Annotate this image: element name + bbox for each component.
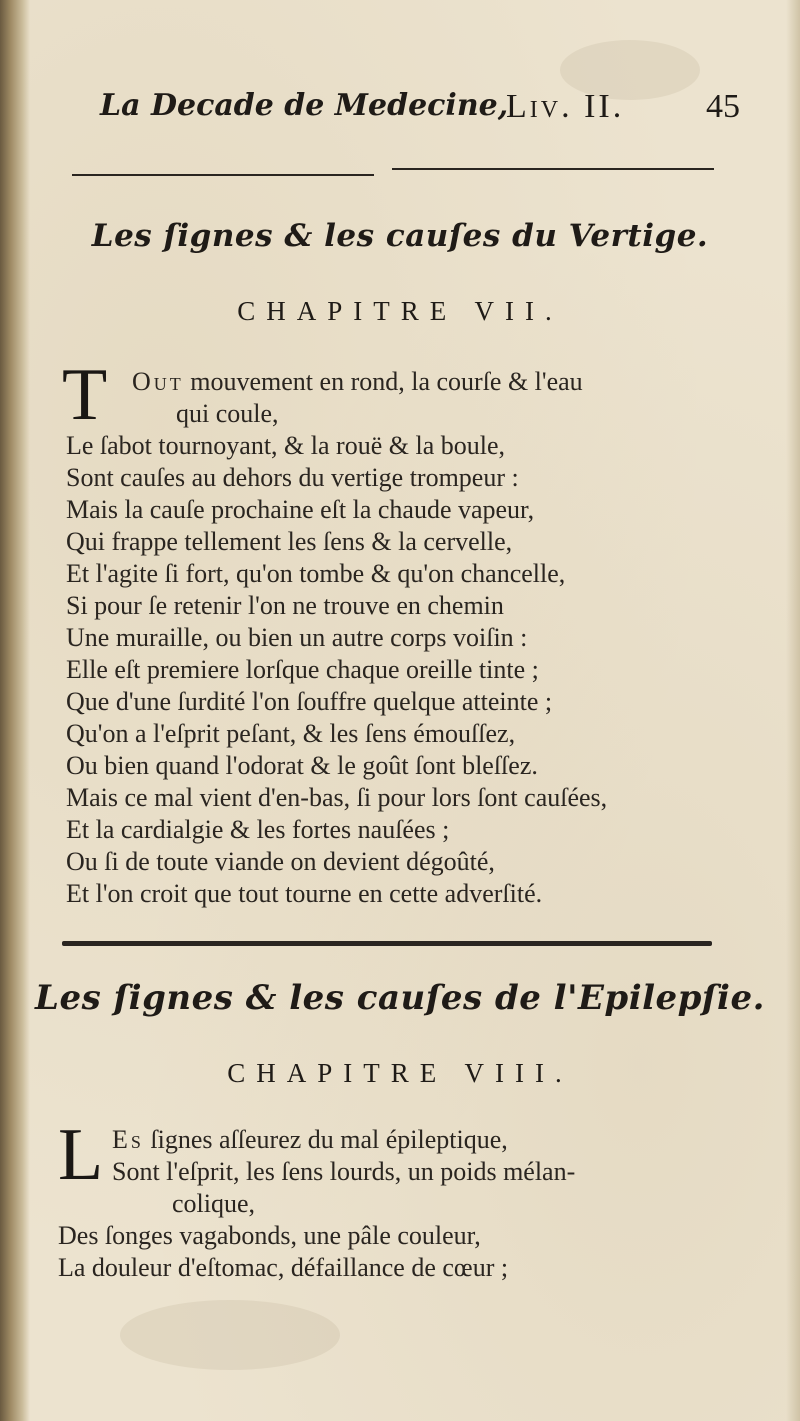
verse-text: mouvement en rond, la courſe & l'eau [190, 367, 583, 396]
verse-line: colique, [172, 1189, 256, 1218]
verse-line: Elle eſt premiere lorſque chaque oreille tinte ; [66, 655, 539, 684]
verse-line: Et l'on croit que tout tourne en cette adverſité. [66, 879, 543, 908]
verse-line: Sont l'eſprit, les ſens lourds, un poids mélan- [112, 1157, 576, 1186]
book-number: Liv. II. [506, 88, 625, 125]
chapter-heading-7: CHAPITRE VII. [237, 296, 563, 326]
header-rule-left [72, 174, 374, 176]
verse-line: Que d'une ſurdité l'on ſouffre quelque atteinte ; [66, 687, 553, 716]
verse-line: Sont cauſes au dehors du vertige trompeur : [66, 463, 519, 492]
page-edge [786, 0, 800, 1421]
page-gutter-shadow [0, 0, 30, 1421]
verse-line: Mais ce mal vient d'en-bas, ſi pour lors ſont cauſées, [66, 783, 608, 812]
paper-stain [120, 1300, 340, 1370]
running-head [100, 88, 740, 138]
verse-line: Ou ſi de toute viande on devient dégoûté, [66, 847, 495, 876]
page-number: 45 [706, 88, 740, 125]
running-title: La Decade de Medecine, [100, 88, 509, 123]
verse-line-1 [132, 366, 583, 398]
verse-line: Des ſonges vagabonds, une pâle couleur, [58, 1221, 481, 1250]
verse-line: Mais la cauſe prochaine eſt la chaude vapeur, [66, 495, 535, 524]
section-divider-rule [62, 941, 712, 946]
chapter-heading-8: CHAPITRE VIII. [227, 1058, 573, 1088]
verse-line: Le ſabot tournoyant, & la rouë & la boule, [66, 431, 505, 460]
drop-cap: L [58, 1114, 104, 1196]
first-word-smallcaps: Out [132, 367, 184, 396]
verse-line: Si pour ſe retenir l'on ne trouve en chemin [66, 591, 504, 620]
first-word-smallcaps: Es [112, 1125, 144, 1154]
verse-line: Ou bien quand l'odorat & le goût ſont bleſſez. [66, 751, 538, 780]
verse-line-1 [112, 1124, 508, 1156]
drop-cap: T [62, 354, 108, 436]
verse-line: Une muraille, ou bien un autre corps voiſin : [66, 623, 528, 652]
verse-line: qui coule, [176, 399, 279, 428]
verse-line: La douleur d'eſtomac, défaillance de cœur ; [58, 1253, 509, 1282]
verse-line: Qu'on a l'eſprit peſant, & les ſens émouſſez, [66, 719, 516, 748]
verse-line: Et l'agite ſi fort, qu'on tombe & qu'on chancelle, [66, 559, 566, 588]
section-title-epilepsy: Les ſignes & les cauſes de l'Epilepſie. [35, 978, 765, 1018]
section-title-vertigo: Les ſignes & les cauſes du Vertige. [91, 218, 709, 254]
verse-line: Et la cardialgie & les fortes nauſées ; [66, 815, 450, 844]
verse-text: ſignes aſſeurez du mal épileptique, [150, 1125, 508, 1154]
header-rule-right [392, 168, 714, 170]
verse-line: Qui frappe tellement les ſens & la cervelle, [66, 527, 513, 556]
